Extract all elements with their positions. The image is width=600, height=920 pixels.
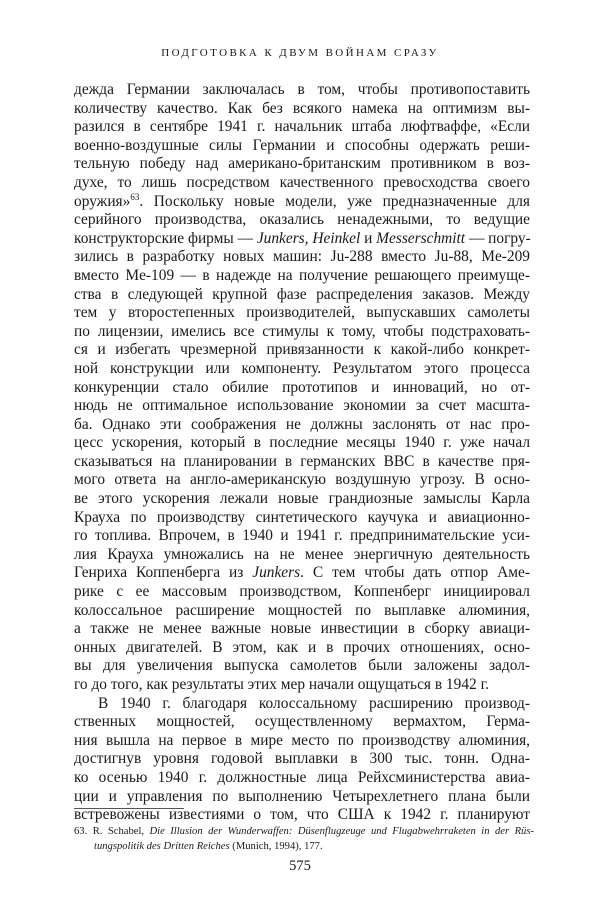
text-segment: достигнув уровня годовой выплавки в 300 тыс. тонн. Одна- [74, 750, 530, 768]
text-line [74, 490, 530, 509]
text-line [74, 174, 530, 193]
text-line [74, 193, 530, 212]
footnote [74, 825, 534, 854]
text-segment: лия Крауха умножались на не менее энергичную деятельность [74, 545, 530, 563]
running-head: ПОДГОТОВКА К ДВУМ ВОЙНАМ СРАЗУ [161, 47, 439, 59]
text-line [74, 360, 530, 379]
text-segment: оружия» [74, 192, 131, 210]
text-segment: . Поскольку новые модели, уже предназначенные для [139, 192, 530, 210]
text-line [74, 230, 530, 249]
text-segment: количеству качество. Как без всякого намека на оптимизм вы- [74, 99, 530, 117]
text-line [74, 676, 530, 695]
text-line [74, 546, 530, 565]
text-segment: тельную победу над американо-британским противником в воз- [74, 155, 530, 173]
text-segment: го топлива. Впрочем, в 1940 и 1941 г. предпринимательские уси- [74, 527, 530, 545]
text-segment: и [360, 229, 377, 247]
text-line [74, 713, 530, 732]
text-segment: ственных мощностей, осуществленному вермахтом, Герма- [74, 713, 530, 731]
text-segment: вы для увеличения выпуска самолетов были заложены задол- [74, 657, 530, 675]
text-line [74, 286, 530, 305]
text-line [74, 564, 530, 583]
text-line [74, 620, 530, 639]
text-segment: ции и управления по выполнению Четырехлетнего плана были [74, 787, 530, 805]
text-line [74, 583, 530, 602]
text-segment: тем у второстепенных производителей, выпускавших самолеты [74, 304, 530, 322]
text-line [74, 471, 530, 490]
text-line [74, 341, 530, 360]
text-line [74, 769, 530, 788]
text-line [74, 695, 530, 714]
text-segment: а также не менее важные новые инвестиции в сборку авиаци- [74, 620, 530, 638]
text-segment: серийного производства, оказались ненадежными, то ведущие [74, 211, 530, 229]
text-line [74, 453, 530, 472]
text-segment: дежда Германии заключалась в том, чтобы противопоставить [74, 81, 530, 98]
text-line [74, 323, 530, 342]
text-segment: духе, то лишь посредством качественного превосходства своего [74, 173, 530, 191]
text-segment: онных двигателей. В этом, как и в прочих отношениях, осно- [74, 638, 530, 656]
text-segment: цесс ускорения, который в последние месяцы 1940 г. уже начал [74, 434, 530, 452]
text-segment: ся и избегать чрезмерной привязанности к какой-либо конкрет- [74, 341, 530, 359]
text-line [74, 657, 530, 676]
footnote-reference: 63 [130, 191, 140, 202]
text-segment: конструкторские фирмы — [74, 229, 257, 247]
text-segment: сказываться на планировании в германских ВВС в качестве пря- [74, 452, 530, 470]
italic-text: Die Illusion der Wunderwaffen: Düsenflugzeuge und Flugabwehrraketen in der Rüs- [149, 826, 534, 837]
text-segment: военно-воздушные силы Германии и способны одержать реши- [74, 136, 530, 154]
text-line [74, 267, 530, 286]
footnote-line [74, 840, 534, 855]
text-segment: ства в следующей крупной фазе распределения заказов. Между [74, 285, 530, 303]
italic-text: Junkers, Heinkel [256, 229, 361, 247]
text-segment: ба. Однако эти соображения не должны заслонять от нас про- [74, 415, 530, 433]
text-segment: Генриха Коппенберга из [74, 564, 253, 582]
text-line [74, 788, 530, 807]
text-line [74, 416, 530, 435]
italic-text: tungspolitik des Dritten Reiches [94, 840, 230, 852]
text-segment: . С тем чтобы дать отпор Аме- [300, 564, 530, 582]
text-line [74, 434, 530, 453]
text-line [74, 397, 530, 416]
text-segment: В 1940 г. благодаря колоссальному расширению производ- [98, 694, 530, 712]
text-line [74, 379, 530, 398]
body-text [74, 81, 530, 825]
footnote-line [74, 825, 534, 840]
text-line [74, 304, 530, 323]
text-line [74, 602, 530, 621]
text-segment: ко осенью 1940 г. должностные лица Рейхсминистерства авиа- [74, 768, 530, 786]
text-segment: ния вышла на первое в мире место по производству алюминия, [74, 731, 530, 749]
text-line [74, 118, 530, 137]
text-segment: зились в разработку новых машин: Ju-288 вместо Ju-88, Me-209 [74, 248, 530, 266]
text-segment: разился в сентябре 1941 г. начальник штаба люфтваффе, «Если [74, 118, 530, 136]
text-segment: конкуренции стало обилие прототипов и инноваций, но от- [74, 378, 530, 396]
italic-text: Junkers [252, 564, 301, 582]
text-segment: нюдь не оптимальное использование экономии за счет масшта- [74, 397, 530, 415]
text-segment: — погру- [465, 229, 531, 247]
text-segment: рике с ее массовым производством, Коппенберг инициировал [74, 583, 530, 601]
footnote-rule [74, 808, 184, 809]
text-line [74, 248, 530, 267]
text-segment: вместо Me-109 — в надежде на получение решающего преимуще- [74, 266, 530, 284]
text-line [74, 100, 530, 119]
text-segment: колоссальное расширение мощностей по выплавке алюминия, [74, 601, 530, 619]
text-line [74, 155, 530, 174]
text-segment: го до того, как результаты этих мер начали ощущаться в 1942 г. [74, 676, 489, 693]
text-line [74, 509, 530, 528]
text-segment: Крауха по производству синтетического каучука и авиационно- [74, 508, 530, 526]
text-segment: 63. R. Schabel, [74, 826, 150, 837]
text-line [74, 211, 530, 230]
text-line [74, 137, 530, 156]
text-segment: (Munich, 1994), 177. [229, 840, 323, 852]
text-line [74, 527, 530, 546]
text-line [74, 750, 530, 769]
page-number: 575 [289, 858, 311, 874]
text-line [74, 81, 530, 100]
italic-text: Messerschmitt [376, 229, 466, 247]
text-line [74, 732, 530, 751]
text-segment: по лицензии, имелись все стимулы к тому, чтобы подстраховать- [74, 322, 530, 340]
text-segment: ве этого ускорения лежали новые грандиозные замыслы Карла [74, 490, 530, 508]
text-segment: мого ответа на англо-американскую воздушную угрозу. В осно- [74, 471, 530, 489]
text-segment: ной конструкции или компоненту. Результатом этого процесса [74, 359, 530, 377]
text-line [74, 639, 530, 658]
text-segment: встревожены известиями о том, что США к 1942 г. планируют [74, 806, 530, 824]
